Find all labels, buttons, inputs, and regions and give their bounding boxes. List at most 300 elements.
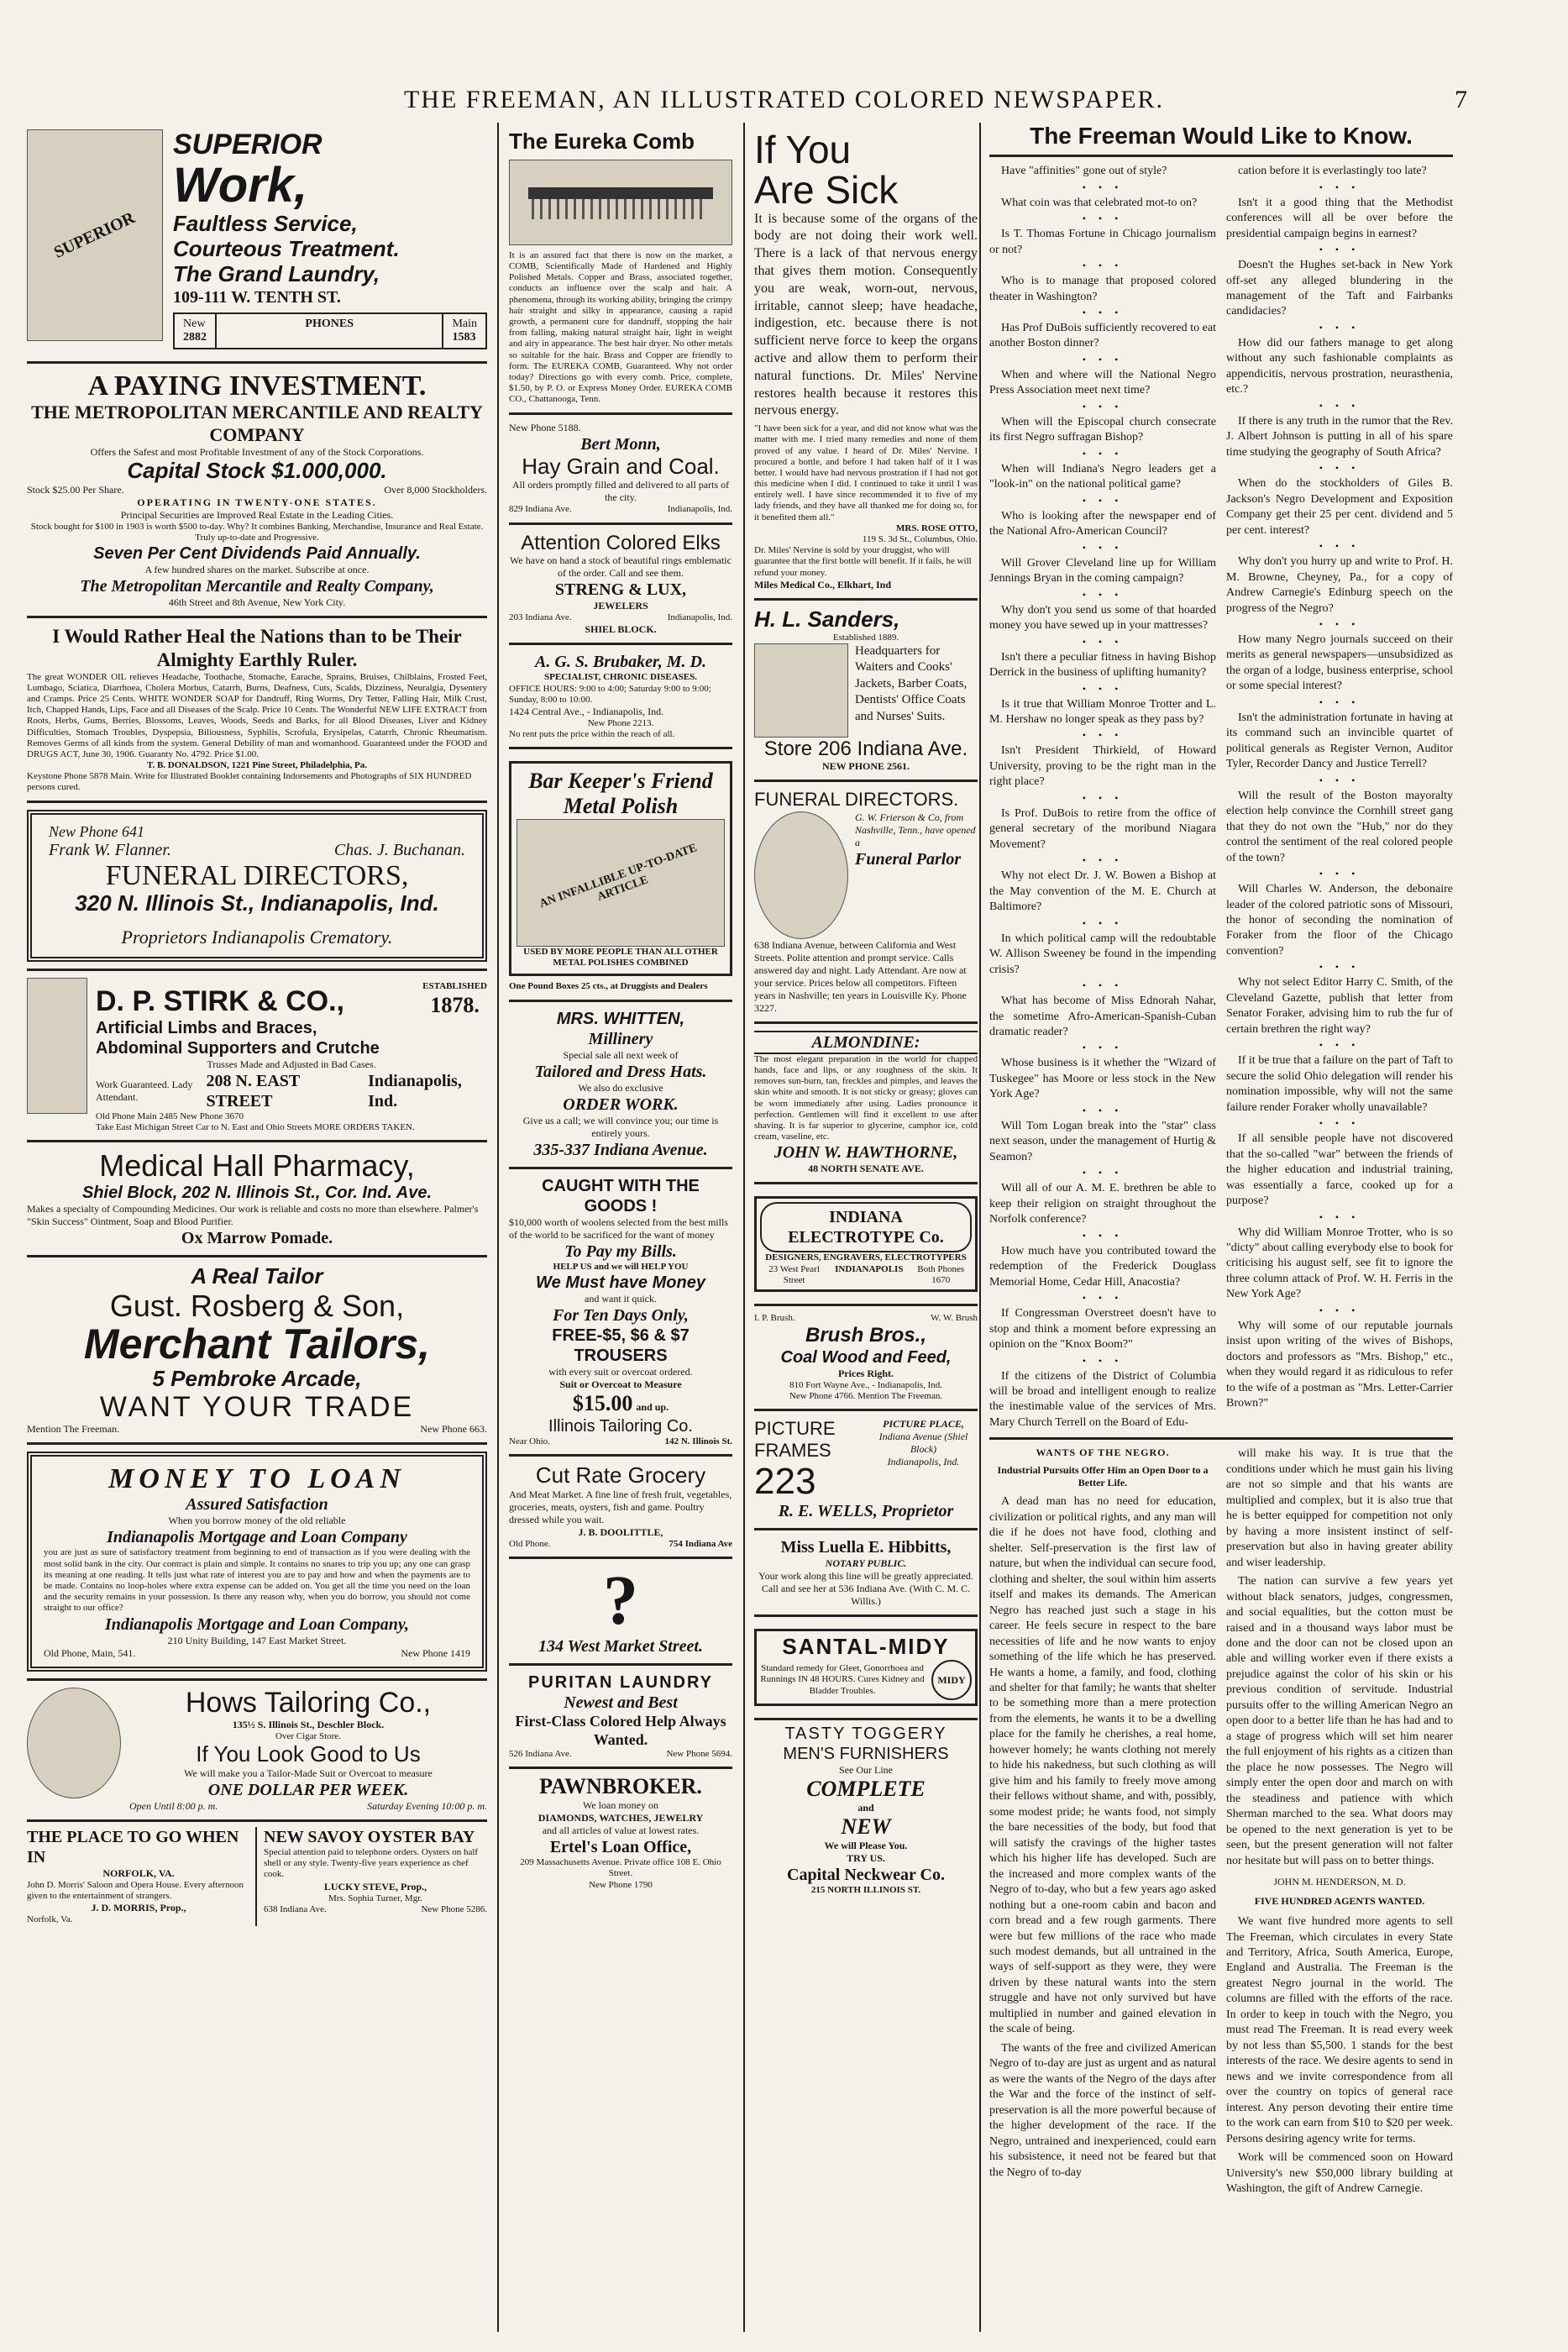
sick-foot: Dr. Miles' Nervine is sold by your druggist, who will guarantee that the first bottle will benefit. If it fails, he will refund your money. <box>754 545 972 578</box>
item-separator: • • • <box>1082 588 1124 601</box>
place-address: Norfolk, Va. <box>27 1914 73 1925</box>
barkeeper-sub: Metal Polish <box>563 794 679 819</box>
paragraph: When will Indiana's Negro leaders get a "look-in" on the national political game? <box>989 462 1216 491</box>
toggery-address: 215 NORTH ILLINOIS ST. <box>810 1884 921 1895</box>
ad-brush-bros <box>754 1306 978 1411</box>
whitten-also: We also do exclusive <box>578 1081 663 1094</box>
sick-sig-address: 119 S. 3d St., Columbus, Ohio. <box>862 534 978 545</box>
pawn-title: PAWNBROKER. <box>539 1774 702 1799</box>
comb-illustration <box>509 160 732 245</box>
paragraph: Is it true that William Monroe Trotter and L. M. Hershaw no longer speak as they pass by? <box>989 697 1216 726</box>
ad-picture-frames <box>754 1411 978 1530</box>
superior-brand: SUPERIOR <box>173 129 323 160</box>
hibbitts-name: Miss Luella E. Hibbitts, <box>780 1538 952 1557</box>
hows-body: We will make you a Tailor-Made Suit or Overcoat to measure <box>184 1767 433 1780</box>
electro-city: INDIANAPOLIS <box>835 1263 904 1274</box>
cutrate-body: And Meat Market. A fine line of fresh fruit, vegetables, groceries, meats, oysters, fish and game. Poultry dressed while you wait. <box>509 1488 732 1525</box>
item-separator: • • • <box>1082 494 1124 507</box>
whitten-name: MRS. WHITTEN, <box>556 1009 685 1028</box>
loan-sub: Assured Satisfaction <box>186 1495 328 1515</box>
item-separator: • • • <box>1319 961 1361 974</box>
item-separator: • • • <box>1082 916 1124 929</box>
stirk-address: 208 N. EAST STREET <box>206 1071 300 1110</box>
goods-address: 142 N. Illinois St. <box>664 1436 732 1446</box>
puritan-sub: Newest and Best <box>564 1693 678 1712</box>
superior-line1: Faultless Service, <box>173 211 358 237</box>
goods-help: HELP US and we will HELP YOU <box>553 1261 689 1272</box>
investment-dividends: Seven Per Cent Dividends Paid Annually. <box>93 544 421 564</box>
frames-proprietor: R. E. WELLS, Proprietor <box>778 1502 954 1521</box>
paragraph: cation before it is everlastingly too late? <box>1238 165 1427 178</box>
loan-company: Indianapolis Mortgage and Loan Company <box>107 1528 407 1547</box>
ad-santal-midy <box>754 1617 978 1720</box>
ad-indiana-electrotype <box>754 1184 978 1306</box>
ad-mrs-whitten <box>509 1002 732 1169</box>
goods-want: and want it quick. <box>585 1292 657 1305</box>
agents-title: FIVE HUNDRED AGENTS WANTED. <box>1254 1895 1425 1908</box>
whitten-hats: Tailored and Dress Hats. <box>534 1062 707 1081</box>
item-separator: • • • <box>1082 1104 1124 1116</box>
elks-name: STRENG & LUX, <box>554 580 687 600</box>
wants-of-negro-article <box>989 1446 1216 2200</box>
santal-title: SANTAL-MIDY <box>782 1634 950 1660</box>
puritan-body: First-Class Colored Help Always Wanted. <box>515 1713 726 1748</box>
savoy-address: 638 Indiana Ave. <box>264 1903 327 1914</box>
paragraph: Why don't you hurry up and write to Prof. H. M. Browne, Cheyney, Pa., for a copy of Andrew Carnegie's Edinburg speech on the progress of the Negro? <box>1226 555 1453 615</box>
almondine-title: ALMONDINE: <box>754 1031 978 1054</box>
paragraph: Isn't it a good thing that the Methodist conferences will all be over before the presidential campaign begins in earnest? <box>1226 196 1453 240</box>
hows-address: 135½ S. Illinois St., Deschler Block. <box>232 1718 385 1730</box>
brubaker-price: No rent puts the price within the reach of all. <box>509 729 675 740</box>
paragraph: Is Prof. DuBois to retire from the office of general secretary of the moribund Niagara Movement? <box>989 806 1216 851</box>
goods-pay: To Pay my Bills. <box>564 1242 677 1261</box>
column-4 <box>981 123 1461 2332</box>
barkeeper-used: USED BY MORE PEOPLE THAN ALL OTHER METAL POLISHES COMBINED <box>523 947 718 969</box>
ad-question-mark <box>509 1559 732 1666</box>
paragraph: Who is to manage that proposed colored theater in Washington? <box>989 275 1216 303</box>
electro-name: INDIANA ELECTROTYPE Co. <box>760 1202 972 1252</box>
monn-name: Bert Monn, <box>580 434 661 454</box>
item-separator: • • • <box>1082 181 1124 193</box>
elks-block: SHIEL BLOCK. <box>585 623 657 636</box>
loan-address: 210 Unity Building, 147 East Market Street. <box>167 1634 347 1646</box>
hows-over: Over Cigar Store. <box>275 1730 341 1741</box>
wants-paras-left <box>989 1494 1216 2181</box>
puritan-title: PURITAN LAUNDRY <box>528 1673 713 1692</box>
item-separator: • • • <box>1319 321 1361 333</box>
stirk-phones: Old Phone Main 2485 New Phone 3670 <box>96 1110 244 1121</box>
agents-paras <box>1226 1914 1453 2197</box>
frames-avenue: Indiana Avenue (Shiel Block) <box>878 1431 968 1456</box>
paragraph: Isn't the administration fortunate in having at its command such an invincible quartet of political generals as Register Vernon, Auditor Tyler, Recorder Dancy and Justice Terrell? <box>1226 711 1453 771</box>
goods-must: We Must have Money <box>536 1273 705 1292</box>
ad-paying-investment <box>27 364 487 618</box>
whitten-sale: Special sale all next week of <box>563 1048 679 1061</box>
item-separator: • • • <box>1082 979 1124 992</box>
goods-body: $10,000 worth of woolens selected from the best mills of the world to be sacrificed for the want of money <box>509 1215 728 1241</box>
medical-title: Medical Hall Pharmacy, <box>99 1148 415 1184</box>
santal-badge: MIDY <box>931 1660 972 1700</box>
item-separator: • • • <box>1319 774 1361 786</box>
stirk-city: Indianapolis, Ind. <box>368 1071 462 1110</box>
sanders-body: Headquarters for Waiters and Cooks' Jackets, Barber Coats, Dentists' Office Coats and Nurses' Suits. <box>855 643 968 723</box>
investment-stock: Stock $25.00 Per Share. <box>27 484 124 496</box>
monn-city: Indianapolis, Ind. <box>667 504 732 515</box>
wants-subtitle: Industrial Pursuits Offer Him an Open Door to a Better Life. <box>997 1464 1209 1489</box>
paragraph: If Congressman Overstreet doesn't have to stop and think a moment before expressing an opinion on the "Knox Boom?" <box>989 1307 1216 1352</box>
brush-name-2: W. W. Brush <box>931 1312 978 1323</box>
heal-title: I Would Rather Heal the Nations than to be Their Almighty Earthly Ruler. <box>52 626 462 670</box>
stirk-work: Work Guaranteed. Lady Attendant. <box>96 1078 193 1103</box>
page-number: 7 <box>1455 86 1467 113</box>
almondine-address: 48 NORTH SENATE AVE. <box>808 1163 924 1175</box>
loan-box <box>27 1452 487 1672</box>
question-mark: ? <box>603 1562 638 1640</box>
monn-address: 829 Indiana Ave. <box>509 504 572 515</box>
frierson-title: FUNERAL DIRECTORS. <box>754 789 959 811</box>
superior-address: 109-111 W. TENTH ST. <box>173 287 341 307</box>
paragraph: Isn't there a peculiar fitness in having Bishop Derrick in the business of uplifting humanity? <box>989 650 1216 680</box>
investment-title: A PAYING INVESTMENT. <box>87 370 427 402</box>
toggery-and: and <box>857 1801 874 1814</box>
ad-frierson-funeral <box>754 782 978 1023</box>
goods-company: Illinois Tailoring Co. <box>548 1416 693 1436</box>
funeral-address: 320 N. Illinois St., Indianapolis, Ind. <box>75 890 439 916</box>
elks-title: Attention Colored Elks <box>521 531 721 554</box>
sick-title-2: Are Sick <box>754 168 899 213</box>
item-separator: • • • <box>1082 260 1124 272</box>
paragraph: The wants of the free and civilized American Negro of to-day are just as urgent and as natural as were the wants of the Negro of the days after the War and the force of the instinct of self-preservation is all the more powerful because of the higher development of the race. If the Negro, untrained and inexperienced, could earn his subsistence, it need not be feared but that the Negro of to-day <box>989 2041 1216 2179</box>
tailor-arcade: 5 Pembroke Arcade, <box>152 1365 362 1391</box>
paragraph: The nation can survive a few years yet without black senators, judges, congressmen, and social equalities, but the cotton must be raised and in a thousand ways labor must be done and the door can not be closed upon an able and willing worker even if there exists a prejudice against the color of his skin or his previous condition of servitude. Industrial pursuits offer to the willing American Negro an open door to a better life than he has had and to a stage of progress which will set him nearer the full enjoyment of his rights as a citizen than the place he now possesses. The Negro will simply enter the open door and march on with the steadiness and patience with which Sherman marched to the sea. What doors may be opened to the next generation is yet to be seen, but the present generation will not falter nor hesitate but will pass on to better things. <box>1226 1575 1453 1867</box>
sanders-store: Store 206 Indiana Ave. <box>763 737 968 760</box>
questions-right <box>1226 164 1453 1432</box>
ad-colored-elks <box>509 525 732 646</box>
frames-place: PICTURE PLACE, <box>883 1418 964 1431</box>
paragraph: Whose business is it whether the "Wizard of Tuskegee" has Moore or less stock in the New York Age? <box>989 1057 1216 1101</box>
tailor-name: Gust. Rosberg & Son, <box>109 1288 405 1323</box>
ad-pawnbroker <box>509 1769 732 1890</box>
medical-body: Makes a specialty of Compounding Medicines. Our work is reliable and costs no more than elsewhere. Palmer's "Skin Success" Ointment, Soap and Blood Purifier. <box>27 1202 479 1227</box>
sick-quote: "I have been sick for a year, and did not know what was the matter with me. I tried many remedies and none of them proved of any value. I heard of Dr. Miles' Nervine. I procured a bottle, and before I had taken half of it I was better. I would have had nervous prostration if I had not got this medicine when I did. I continued to take it until I was entirely well. I have since recommended it to five of my lady friends, and they have all thanked me for doing so, for it benefited them all." <box>754 423 978 522</box>
item-separator: • • • <box>1082 541 1124 554</box>
superior-name: The Grand Laundry, <box>173 261 380 287</box>
masthead <box>0 81 1568 114</box>
pawn-items: DIAMONDS, WATCHES, JEWELRY <box>538 1812 704 1824</box>
cutrate-name: J. B. DOOLITTLE, <box>578 1525 663 1538</box>
ad-bert-monn <box>509 415 732 525</box>
goods-near: Near Ohio. <box>509 1436 550 1446</box>
heal-signature: T. B. DONALDSON, 1221 Pine Street, Philadelphia, Pa. <box>146 760 368 771</box>
ad-puritan-laundry <box>509 1666 732 1769</box>
funeral-crematory: Proprietors Indianapolis Crematory. <box>121 926 393 948</box>
hibbitts-trade: NOTARY PUBLIC. <box>825 1557 907 1570</box>
brubaker-address: 1424 Central Ave., - Indianapolis, Ind. <box>509 705 664 717</box>
ad-hibbitts <box>754 1530 978 1617</box>
pawn-address: 209 Massachusetts Avenue. Private office 108 E. Ohio Street. <box>520 1857 721 1879</box>
frierson-details: 638 Indiana Avenue, between California and West Streets. Polite attention and prompt service. Calls answered day and night. Lady Attendant. Are now at your service. Prices below all competitors. Fifteen years in Nashville; ten years in Louisville Ky. Phone 3227. <box>754 938 967 1014</box>
loan-body: you are just as sure of satisfactory treatment from beginning to end of transaction as if you were dealing with the most solid bank in the city. Our contract is plain and simple. It contains no snares to trip you up; any one can grasp its meaning at one reading. It tells just what rate of interest you are to pay and how and when the payments are to be made. Contains no loop-holes where extra expense can be added on. You get all the time you need on the loan and the security remains in your possession. Is there any reason why, when you do borrow, you should not come straight to our office? <box>44 1547 470 1614</box>
elks-city: Indianapolis, Ind. <box>667 612 732 623</box>
goods-title: CAUGHT WITH THE GOODS ! <box>542 1176 700 1215</box>
paragraph: Why don't you send us some of that hoarded money you have sewed up in your mattresses? <box>989 603 1216 633</box>
paragraph: Has Prof DuBois sufficiently recovered to eat another Boston dinner? <box>989 322 1216 350</box>
paragraph: Will Grover Cleveland line up for William Jennings Bryan in the coming campaign? <box>989 556 1216 585</box>
elks-body: We have on hand a stock of beautiful rings emblematic of the order. Call and see them. <box>510 554 732 580</box>
medical-address: Shiel Block, 202 N. Illinois St., Cor. Ind. Ave. <box>81 1183 433 1202</box>
superior-headline: Work, <box>173 158 308 213</box>
loan-new-phone: New Phone 1419 <box>401 1646 470 1659</box>
ad-eureka-comb <box>509 123 732 415</box>
savoy-phone: New Phone 5286. <box>421 1903 487 1914</box>
item-separator: • • • <box>1082 729 1124 742</box>
brush-prices: Prices Right. <box>838 1367 894 1379</box>
frierson-portrait <box>754 811 848 939</box>
item-separator: • • • <box>1082 307 1124 318</box>
stirk-year: 1878. <box>430 992 480 1017</box>
paragraph: When do the stockholders of Giles B. Jackson's Negro Development and Exposition Company get their 25 per cent. dividend and 5 per cent. interest? <box>1226 477 1453 537</box>
barkeeper-foot: One Pound Boxes 25 cts., at Druggists and Dealers <box>509 981 708 992</box>
item-separator: • • • <box>1082 854 1124 867</box>
elks-address: 203 Indiana Ave. <box>509 612 572 623</box>
paragraph: will make his way. It is true that the conditions under which he must gain his living are not so simple and that his wants are multiplied and complex, but it is also true that he is better equipped for competition not only by having a more insistent instinct of self-preservation but also in having greater ability and wiser leadership. <box>1226 1447 1453 1569</box>
paragraph: Isn't President Thirkield, of Howard University, proving to be the right man in the right place? <box>989 744 1216 789</box>
item-separator: • • • <box>1319 696 1361 708</box>
heal-body: The great WONDER OIL relieves Headache, Toothache, Stomache, Earache, Sprains, Bruises, Chilblains, Frosted Feet, Lumbago, Sciatica, Diarrhoea, Cholera Morbus, Catarrh, Burns, Deafness, Cuts, Scalds, Dizziness, Neuralgia, Dysentery and Cramps. Price 25 Cents. WHITE WONDER SOAP for Dandruff, Ring Worms, Dry Tetter, Falling Hair, Milk Crust, Itch, Chapped Hands, Lips, Face and all Diseases of the Scalp. Price 10 Cents. The Wonderful NEW LIFE EXTRACT from Roots, Herbs, Gums, Berries, Blossoms, Leaves, Woods, Seeds and Barks, for all Blood Diseases, Liver and Kidney Difficulties, Stomach Troubles, Dyspepsia, Biliousness, Syphilis, Scrofula, Erysipelas, Catarrh, Chronic Rheumatism. Removes Germs of all kinds from the system. General Debility of man and womanhood. Guaranteed under the FOOD and DRUGS ACT, June 30, 1906. Guaranty No. 4792. Price $1.00. <box>27 671 487 759</box>
ad-rosberg-tailor <box>27 1257 487 1445</box>
investment-few: A few hundred shares on the market. Subscribe at once. <box>144 564 370 576</box>
investment-offers: Offers the Safest and most Profitable Investment of any of the Stock Corporations. <box>90 446 424 459</box>
paragraph: When will the Episcopal church consecrate its first Negro suffragan Bishop? <box>989 415 1216 444</box>
pawn-phone: New Phone 1790 <box>589 1879 653 1890</box>
column-2 <box>501 123 741 2332</box>
ad-tasty-toggery <box>754 1720 978 1896</box>
paragraph: Why will some of our reputable journals insist upon writing of the wives of Bishops, doctors and professors as "Mrs. Bishop," etc., when they would regard it as ridiculous to refer to the wife of a postman as "Mrs. Letter-Carrier Brown?" <box>1226 1319 1453 1410</box>
item-separator: • • • <box>1319 1304 1361 1316</box>
item-separator: • • • <box>1082 682 1124 695</box>
column-rule <box>743 123 745 2332</box>
wants-continued-and-agents <box>1226 1446 1453 2200</box>
polish-illustration <box>517 819 725 947</box>
investment-bought: Stock bought for $100 in 1903 is worth $500 to-day. Why? It combines Banking, Merchandise, Insurance and Real Estate. Truly up-to-date and Progressive. <box>30 522 484 543</box>
heal-foot: Keystone Phone 5878 Main. Write for Illustrated Booklet containing Indorsements and Photographs of SIX HUNDRED persons cured. <box>27 771 472 793</box>
stirk-name: D. P. STIRK & CO., <box>96 985 344 1018</box>
brush-phone: New Phone 4766. Mention The Freeman. <box>789 1390 943 1401</box>
sanders-name: H. L. Sanders, <box>754 606 900 632</box>
whitten-address: 335-337 Indiana Avenue. <box>533 1140 708 1159</box>
paragraph: Have "affinities" gone out of style? <box>1001 165 1167 178</box>
stirk-est: ESTABLISHED <box>422 980 487 991</box>
monn-trade: Hay Grain and Coal. <box>522 453 720 479</box>
masthead-title: THE FREEMAN, AN ILLUSTRATED COLORED NEWSPAPER. <box>403 86 1165 113</box>
frierson-parlor: Funeral Parlor <box>855 849 962 869</box>
wants-paras-right <box>1226 1446 1453 1869</box>
investment-operating: OPERATING IN TWENTY-ONE STATES. <box>137 496 377 509</box>
almondine-name: JOHN W. HAWTHORNE, <box>774 1143 958 1163</box>
almondine-body: The most elegant preparation in the world for chapped hands, face and lips, or any roughness of the skin. It removes sun-burn, tan, freckles and pimples, and leaves the skin white and smooth. It is not sticky or greasy; gloves can be worn immediately after using. Ladies pronounce it perfection. Gentlemen will find it excellent to use after shaving. It is far superior to glycerine, camphor ice, cold cream, vaseline, etc. <box>754 1053 978 1142</box>
paragraph: Will the result of the Boston mayoralty election help convince the Cornhill street gang that they do not own the "Hub," nor do they control the sentiment of the real colored people of the town? <box>1226 789 1453 864</box>
tailor-mention: Mention The Freeman. <box>27 1423 120 1436</box>
artificial-leg-illustration <box>27 978 87 1114</box>
brush-name-1: I. P. Brush. <box>754 1312 795 1323</box>
ad-if-you-are-sick <box>754 123 978 601</box>
brush-address: 810 Fort Wayne Ave., - Indianapolis, Ind. <box>789 1379 942 1390</box>
item-separator: • • • <box>1082 400 1124 412</box>
item-separator: • • • <box>1319 540 1361 553</box>
paragraph: Will all of our A. M. E. brethren be able to keep their religion on straight throughout the Norfolk conference? <box>989 1182 1216 1226</box>
investment-capital: Capital Stock $1.000,000. <box>127 458 387 484</box>
paragraph: Why not elect Dr. J. W. Bowen a Bishop at the May convention of the M. E. Church at Baltimore? <box>989 869 1216 914</box>
superior-line2: Courteous Treatment. <box>173 236 400 262</box>
toggery-complete: COMPLETE <box>806 1776 926 1801</box>
sanders-phone: NEW PHONE 2561. <box>821 760 910 773</box>
column-3 <box>746 123 986 2332</box>
whitten-order: ORDER WORK. <box>563 1095 679 1114</box>
paragraph: If all sensible people have not discovered that the so-called "war" between the friends of the higher education and industrial training, was essentially a farce, cooked up for a purpose? <box>1226 1132 1453 1208</box>
loan-old-phone: Old Phone, Main, 541. <box>44 1646 136 1659</box>
stirk-line1: Artificial Limbs and Braces, <box>96 1018 317 1037</box>
toggery-company: Capital Neckwear Co. <box>787 1865 945 1884</box>
brubaker-name: A. G. S. Brubaker, M. D. <box>535 653 706 672</box>
ad-place-to-go <box>27 1827 257 1926</box>
brubaker-hours: OFFICE HOURS: 9:00 to 4:00; Saturday 9:00 to 9:00; Sunday, 8:00 to 10:00. <box>509 683 711 705</box>
item-separator: • • • <box>1082 1042 1124 1054</box>
question-address: 134 West Market Street. <box>538 1637 703 1656</box>
sick-company: Miles Medical Co., Elkhart, Ind <box>754 578 892 591</box>
paragraph: How did our fathers manage to get along without any such fashionable complaints as appendicitis, nervous prostration, neurasthenia, etc.? <box>1226 336 1453 396</box>
item-separator: • • • <box>1082 1354 1124 1367</box>
toggery-title: TASTY TOGGERY <box>784 1724 947 1743</box>
place-title: THE PLACE TO GO WHEN IN <box>27 1828 239 1867</box>
puritan-phone: New Phone 5694. <box>666 1749 732 1760</box>
chef-hat-illustration <box>754 643 848 738</box>
questions-section <box>989 164 1453 1440</box>
sick-title-1: If You <box>754 128 852 171</box>
brubaker-phone: New Phone 2213. <box>587 717 654 728</box>
item-separator: • • • <box>1319 399 1361 412</box>
ad-superior-laundry <box>27 123 487 364</box>
freeman-would-like-title: The Freeman Would Like to Know. <box>989 123 1453 157</box>
puritan-address: 526 Indiana Ave. <box>509 1749 572 1760</box>
investment-company: THE METROPOLITAN MERCANTILE AND REALTY COMPANY <box>31 402 483 445</box>
phone-new-number: 2882 <box>183 330 207 344</box>
superior-phones <box>173 312 487 349</box>
item-separator: • • • <box>1082 447 1124 459</box>
savoy-body: Special attention paid to telephone orders. Oysters on half shell or any style. Twenty-five years experience as chef cook. <box>264 1847 479 1880</box>
item-separator: • • • <box>1082 1167 1124 1179</box>
frames-number: 223 <box>754 1460 816 1502</box>
phones-label: PHONES <box>217 314 443 348</box>
tailor-phone: New Phone 663. <box>420 1423 487 1436</box>
medical-pomade: Ox Marrow Pomade. <box>181 1228 333 1247</box>
goods-suit: Suit or Overcoat to Measure <box>559 1378 682 1390</box>
frames-city: Indianapolis, Ind. <box>887 1456 960 1468</box>
wants-title: WANTS OF THE NEGRO. <box>1036 1446 1170 1459</box>
hows-price: ONE DOLLAR PER WEEK. <box>207 1781 409 1800</box>
item-separator: • • • <box>1319 1117 1361 1130</box>
barkeeper-art: AN INFALLIBLE UP-TO-DATE ARTICLE <box>538 842 699 911</box>
paragraph: How much have you contributed toward the redemption of the Frederick Douglass Memorial Home, Cedar Hill, Anacostia? <box>989 1244 1216 1289</box>
paragraph: Why did William Monroe Trotter, who is so "dicty" about calling everybody else to book for criticising his august self, see fit to ignore the three column attack of Prof. W. H. Ferris in the New York Age? <box>1226 1226 1453 1301</box>
electro-phone: Both Phones 1670 <box>917 1263 965 1285</box>
phone-main-label: Main <box>452 317 477 330</box>
item-separator: • • • <box>1319 1210 1361 1223</box>
paragraph: Will Charles W. Anderson, the debonaire leader of the colored patriotic sons of Missouri, the honor of seconding the nomination of Foraker from the floor of the Chicago convention? <box>1226 883 1453 958</box>
place-prop: J. D. MORRIS, Prop., <box>91 1902 186 1914</box>
whitten-trade: Millinery <box>588 1029 653 1048</box>
ad-bar-keepers-friend <box>509 749 732 1001</box>
goods-and-up: and up. <box>636 1400 669 1413</box>
item-separator: • • • <box>1082 635 1124 648</box>
paragraph: Is T. Thomas Fortune in Chicago journalism or not? <box>989 228 1216 256</box>
sick-body: It is because some of the organs of the body are not doing their work well. There is a lack of that nervous energy that gives them motion. Consequently you are weak, worn-out, nervous, irritable, cannot sleep; have headache, indigestion, etc. because there is not sufficient nerve force to keep the organs active and allow them to perform their natural functions. Dr. Miles' Nervine restores health because it restores this nervous energy. <box>754 211 978 418</box>
investment-holders: Over 8,000 Stockholders. <box>384 484 487 496</box>
ad-medical-hall <box>27 1142 487 1257</box>
investment-name: The Metropolitan Mercantile and Realty Company, <box>80 577 434 596</box>
eureka-title: The Eureka Comb <box>509 129 695 154</box>
portrait-photo <box>27 1688 121 1798</box>
stirk-line2: Abdominal Supporters and Crutche <box>96 1038 380 1058</box>
funeral-name-1: Frank W. Flanner. <box>49 840 171 859</box>
tailor-head: A Real Tailor <box>191 1263 323 1289</box>
monn-body: All orders promptly filled and delivered to all parts of the city. <box>511 479 730 504</box>
item-separator: • • • <box>1319 181 1361 193</box>
pawn-we: We loan money on <box>582 1799 658 1812</box>
item-separator: • • • <box>1319 244 1361 256</box>
ad-almondine <box>754 1024 978 1185</box>
ad-brubaker <box>509 645 732 749</box>
paragraph: If there is any truth in the rumor that the Rev. J. Albert Johnson is putting in all of his spare time studying the geography of South Africa? <box>1226 414 1453 459</box>
toggery-please: We will Please You. <box>824 1839 908 1851</box>
toggery-new: NEW <box>841 1814 891 1839</box>
item-separator: • • • <box>1319 868 1361 880</box>
savoy-prop: LUCKY STEVE, Prop., <box>323 1880 427 1893</box>
comb-icon <box>520 177 721 228</box>
cutrate-title: Cut Rate Grocery <box>535 1462 706 1488</box>
paragraph: If it be true that a failure on the part of Taft to secure the solid Ohio delegation will render his nomination impossible, why will not the same failure render Foraker wholly unavailable? <box>1226 1054 1453 1114</box>
funeral-name-2: Chas. J. Buchanan. <box>333 840 465 859</box>
item-separator: • • • <box>1082 213 1124 225</box>
ad-stirk <box>27 971 487 1142</box>
frames-title: PICTURE FRAMES <box>754 1418 836 1462</box>
toggery-try: TRY US. <box>847 1851 885 1864</box>
hibbitts-body: Your work along this line will be greatly appreciated. Call and see her at 536 Indiana Ave. (With C. M. C. Willis.) <box>758 1570 973 1608</box>
paragraph: In which political camp will the redoubtable W. Allison Sweeney be found in the impending crisis? <box>989 932 1216 976</box>
sanders-est: Established 1889. <box>832 632 899 643</box>
goods-free: FREE-$5, $6 & $7 TROUSERS <box>552 1326 690 1365</box>
paragraph: Who is looking after the newspaper end of the National Afro-American Council? <box>989 509 1216 538</box>
stirk-trusses: Trusses Made and Adjusted in Bad Cases. <box>207 1058 376 1070</box>
ad-wonder-oil <box>27 618 487 802</box>
paragraph: How many Negro journals succeed on their merits as general newspapers—unsubsidized as the organ of a lodge, business enterprise, school or some special interest? <box>1226 633 1453 693</box>
wants-signature: JOHN M. HENDERSON, M. D. <box>1273 1876 1406 1888</box>
brubaker-spec: SPECIALIST, CHRONIC DISEASES. <box>544 672 697 683</box>
ad-money-to-loan <box>27 1445 487 1681</box>
goods-ten: For Ten Days Only, <box>553 1305 689 1325</box>
barkeeper-title: Bar Keeper's Friend <box>528 769 713 794</box>
funeral-box <box>27 810 487 962</box>
item-separator: • • • <box>1319 462 1361 475</box>
paragraph: If the citizens of the District of Columbia will be broad and intelligent enough to realize the inestimable value of the services of Mrs. Mary Church Terrell on the Board of Edu- <box>989 1369 1216 1429</box>
item-separator: • • • <box>1319 617 1361 630</box>
column-1 <box>18 123 496 2332</box>
item-separator: • • • <box>1319 1039 1361 1052</box>
articles-section <box>989 1446 1453 2200</box>
hows-name: Hows Tailoring Co., <box>185 1686 432 1719</box>
frierson-body: G. W. Frierson & Co, from Nashville, Tenn., have opened a <box>855 811 976 848</box>
tailor-want: WANT YOUR TRADE <box>99 1390 415 1423</box>
electro-sub: DESIGNERS, ENGRAVERS, ELECTROTYPERS <box>765 1252 967 1263</box>
